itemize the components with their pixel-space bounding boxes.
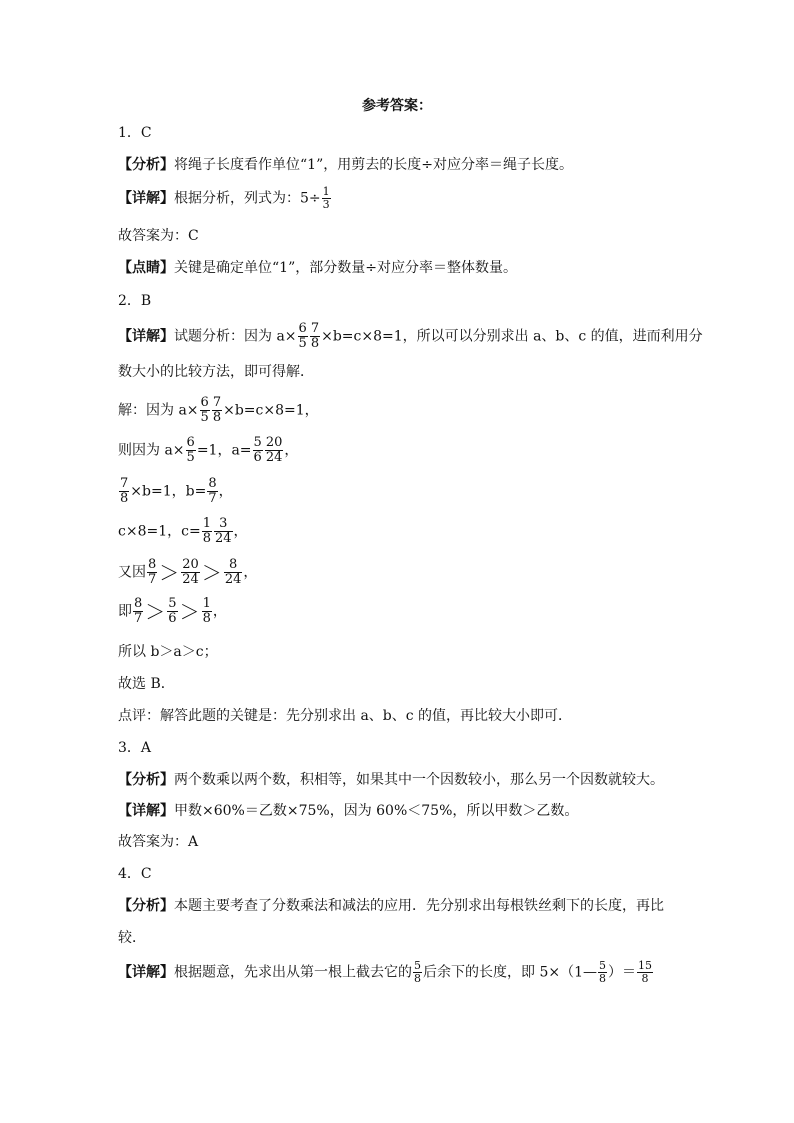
text: 试题分析：因为 a× xyxy=(174,328,297,345)
text: 则因为 a× xyxy=(118,442,185,459)
detail-tag: 【详解】 xyxy=(118,964,174,981)
fraction-7-8: $\frac{7}{8}$ xyxy=(120,476,129,506)
detail-text: 甲数×60%＝乙数×75%，因为 60%＜75%，所以甲数＞乙数。 xyxy=(174,803,579,819)
text: ）＝ xyxy=(608,964,636,981)
fraction-1-8: $\frac{1}{8}$ xyxy=(202,516,211,546)
fraction-1-3: $\frac{1}{3}$ xyxy=(322,185,330,211)
text: ， xyxy=(233,523,248,540)
fraction-5-8: $\frac{5}{8}$ xyxy=(414,959,421,985)
comment-text: 关键是确定单位“1”，部分数量÷对应分率＝整体数量。 xyxy=(174,260,517,276)
fraction-6-5: $\frac{6}{5}$ xyxy=(186,435,195,465)
fraction-8-7: $\frac{8}{7}$ xyxy=(148,557,157,587)
text: 即 xyxy=(118,603,132,620)
q3-number: 3．A xyxy=(118,740,152,756)
text: ×b=c×8=1，所以可以分别求出 a、b、c 的值，进而利用分 xyxy=(321,328,703,345)
q2-detail-line2: 数大小的比较方法，即可得解． xyxy=(118,364,314,380)
analysis-tag: 【分析】 xyxy=(118,772,174,788)
greater-than-sign: ＞ xyxy=(201,560,222,585)
q1-detail xyxy=(118,186,332,211)
detail-text: 根据分析，列式为：5÷ xyxy=(174,190,321,207)
q2-solution-line5 xyxy=(118,558,257,587)
analysis-text: 本题主要考查了分数乘法和减法的应用．先分别求出每根铁丝剩下的长度，再比 xyxy=(174,898,664,914)
q2-solution-line4 xyxy=(118,517,248,546)
fraction-5-6: $\frac{5}{6}$ xyxy=(168,596,177,626)
q4-analysis-cont: 较． xyxy=(118,930,146,946)
fraction-8-7: $\frac{8}{7}$ xyxy=(208,476,217,506)
page-title: 参考答案： xyxy=(362,98,432,114)
q2-solution-line1 xyxy=(118,396,319,425)
greater-than-sign: ＞ xyxy=(159,560,180,585)
q2-review: 点评：解答此题的关键是：先分别求出 a、b、c 的值，再比较大小即可． xyxy=(118,708,573,724)
q2-detail-line1 xyxy=(118,322,703,351)
text: c×8=1，c= xyxy=(118,523,201,540)
q4-detail xyxy=(118,960,654,985)
q2-number: 2．B xyxy=(118,293,152,309)
q1-analysis xyxy=(118,154,573,176)
fraction-6-5: $\frac{6}{5}$ xyxy=(298,321,307,351)
fraction-8-24: $\frac{8}{24}$ xyxy=(224,557,242,587)
fraction-5-8: $\frac{5}{8}$ xyxy=(599,959,606,985)
text: =1，a= xyxy=(196,442,252,459)
q4-analysis xyxy=(118,895,664,917)
q1-comment xyxy=(118,257,517,279)
comment-tag: 【点睛】 xyxy=(118,260,174,276)
fraction-1-8: $\frac{1}{8}$ xyxy=(202,596,211,626)
text: ×b=c×8=1， xyxy=(223,402,319,419)
q3-detail xyxy=(118,800,578,822)
detail-tag: 【详解】 xyxy=(118,190,174,207)
detail-tag: 【详解】 xyxy=(118,803,174,819)
q3-answer: 故答案为：A xyxy=(118,834,199,850)
text: ， xyxy=(212,603,227,620)
fraction-5-6: $\frac{5}{6}$ xyxy=(253,435,262,465)
q4-number: 4．C xyxy=(118,866,152,882)
text: 又因 xyxy=(118,564,146,581)
q1-number: 1．C xyxy=(118,125,152,141)
greater-than-sign: ＞ xyxy=(179,599,200,624)
q1-answer: 故答案为：C xyxy=(118,228,199,244)
greater-than-sign: ＞ xyxy=(145,599,166,624)
detail-tag: 【详解】 xyxy=(118,328,174,345)
text: ， xyxy=(284,442,299,459)
q2-solution-line7: 所以 b＞a＞c； xyxy=(118,644,218,660)
fraction-8-7: $\frac{8}{7}$ xyxy=(134,596,143,626)
text: ， xyxy=(218,483,233,500)
q2-solution-line2 xyxy=(118,436,298,465)
fraction-20-24: $\frac{20}{24}$ xyxy=(265,435,283,465)
analysis-text: 两个数乘以两个数，积相等，如果其中一个因数较小，那么另一个因数就较大。 xyxy=(174,772,664,788)
fraction-20-24: $\frac{20}{24}$ xyxy=(182,557,199,587)
analysis-text: 将绳子长度看作单位“1”，用剪去的长度÷对应分率＝绳子长度。 xyxy=(174,157,573,173)
text: 根据题意，先求出从第一根上截去它的 xyxy=(174,964,412,981)
text: 解：因为 a× xyxy=(118,402,199,419)
text: 后余下的长度，即 5×（1— xyxy=(423,964,597,981)
fraction-7-8: $\frac{7}{8}$ xyxy=(212,395,222,425)
analysis-tag: 【分析】 xyxy=(118,898,174,914)
text: ×b=1，b= xyxy=(130,483,207,500)
fraction-3-24: $\frac{3}{24}$ xyxy=(214,516,232,546)
fraction-15-8: $\frac{15}{8}$ xyxy=(638,959,652,985)
analysis-tag: 【分析】 xyxy=(118,157,174,173)
q3-analysis xyxy=(118,769,664,791)
text: ， xyxy=(243,564,258,581)
q2-solution-line6 xyxy=(118,597,227,626)
q2-solution-line8: 故选 B． xyxy=(118,676,175,692)
fraction-6-5: $\frac{6}{5}$ xyxy=(200,395,209,425)
q2-solution-line3 xyxy=(118,477,233,506)
fraction-7-8: $\frac{7}{8}$ xyxy=(310,321,320,351)
